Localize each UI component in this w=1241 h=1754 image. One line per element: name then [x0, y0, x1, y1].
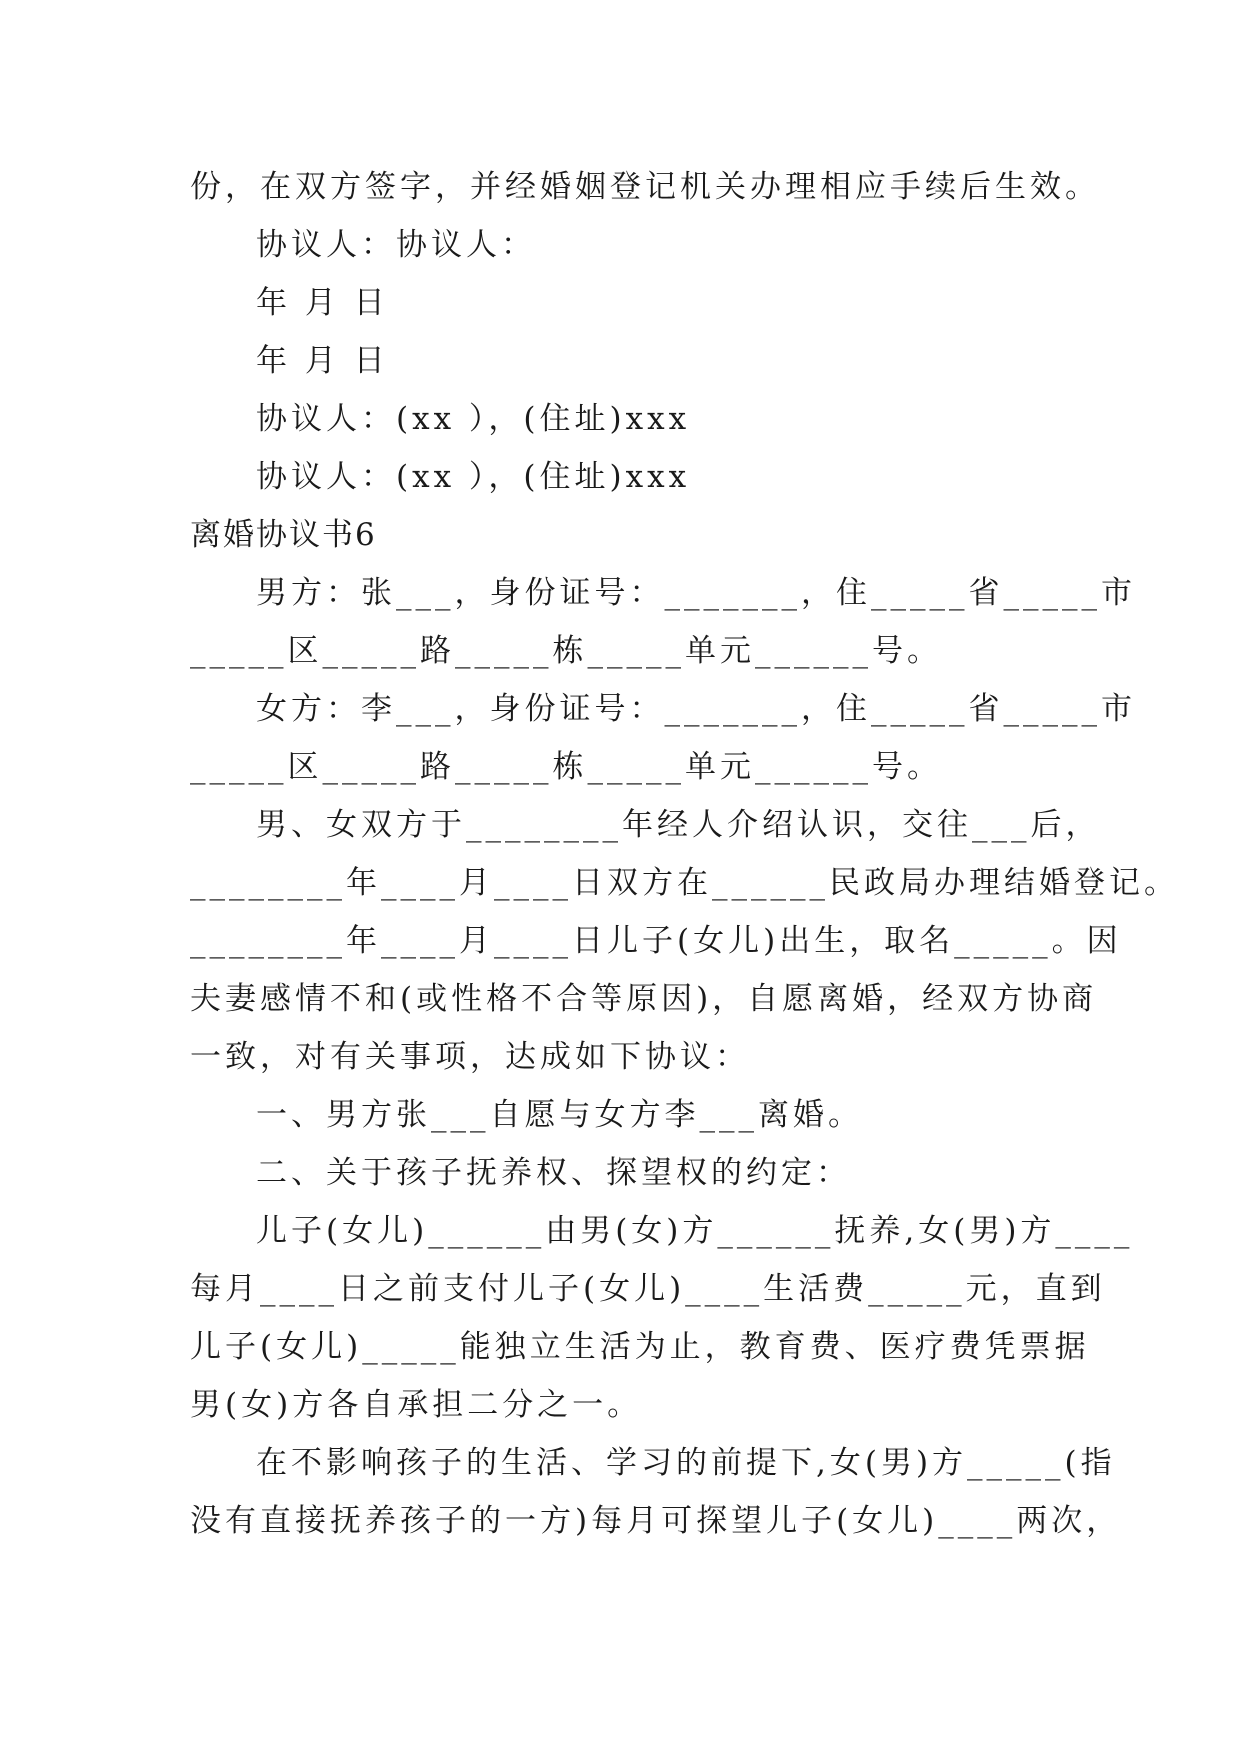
text-line: 男(女)方各自承担二分之一。	[190, 1387, 643, 1423]
male-party-line: 男方：张___，身份证号：_______，住_____省_____市	[256, 575, 1136, 611]
male-address-line: _____区_____路_____栋_____单元______号。	[190, 633, 942, 669]
female-party-line: 女方：李___，身份证号：_______，住_____省_____市	[256, 691, 1136, 727]
female-address-line: _____区_____路_____栋_____单元______号。	[190, 749, 942, 785]
text-line: 份，在双方签字，并经婚姻登记机关办理相应手续后生效。	[190, 169, 1100, 205]
date-line: 年 月 日	[256, 285, 389, 321]
text-line: ________年____月____日儿子(女儿)出生，取名_____。因	[190, 923, 1122, 959]
text-line: 儿子(女儿)_____能独立生活为止，教育费、医疗费凭票据	[190, 1329, 1090, 1365]
document-page	[190, 158, 1179, 1550]
text-line: 男、女双方于________年经人介绍认识，交往___后，	[256, 807, 1101, 843]
section-heading: 离婚协议书6	[190, 517, 377, 553]
text-line: 夫妻感情不和(或性格不合等原因)，自愿离婚，经双方协商	[190, 981, 1098, 1017]
date-line: 年 月 日	[256, 343, 389, 379]
text-line: 每月____日之前支付儿子(女儿)____生活费_____元，直到	[190, 1271, 1106, 1307]
text-line: 一致，对有关事项，达成如下协议：	[190, 1039, 750, 1075]
text-line: 儿子(女儿)______由男(女)方______抚养,女(男)方____	[256, 1213, 1134, 1249]
clause-line: 二、关于孩子抚养权、探望权的约定：	[256, 1155, 851, 1191]
signatory-line: 协议人：协议人：	[256, 227, 536, 263]
signatory-address-line: 协议人：(xx ），(住址)xxx	[256, 459, 691, 495]
text-line: 在不影响孩子的生活、学习的前提下,女(男)方_____(指	[256, 1445, 1116, 1481]
signatory-address-line: 协议人：(xx ），(住址)xxx	[256, 401, 691, 437]
clause-line: 一、男方张___自愿与女方李___离婚。	[256, 1097, 863, 1133]
text-line: 没有直接抚养孩子的一方)每月可探望儿子(女儿)____两次，	[190, 1503, 1122, 1539]
text-line: ________年____月____日双方在______民政局办理结婚登记。	[190, 865, 1179, 901]
